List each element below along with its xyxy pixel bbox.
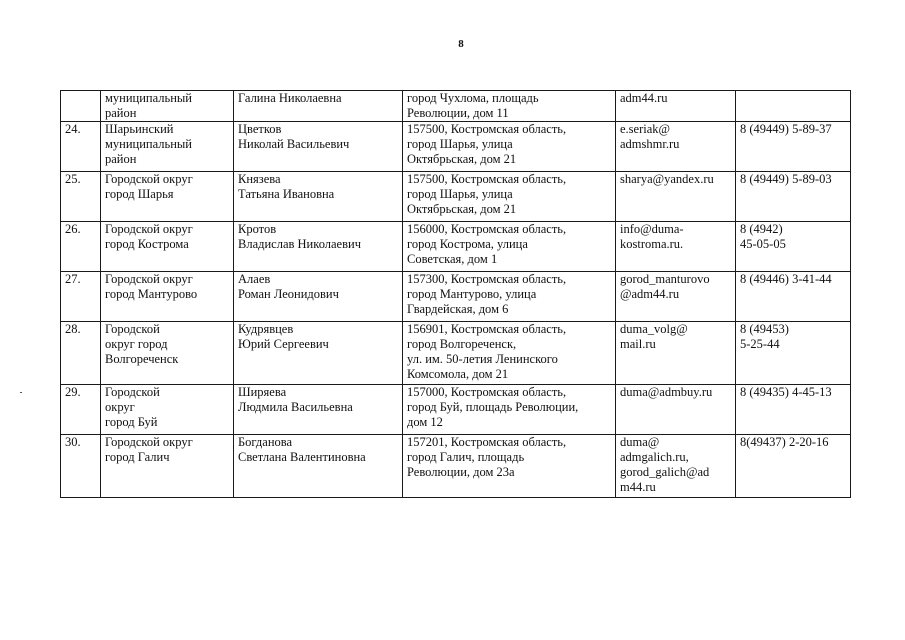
address-line: город Чухлома, площадь [407,91,539,105]
region-line: муниципальный [105,137,192,151]
table-row [61,91,851,122]
phone-line: 8 (4942) [740,222,783,236]
phone-line: 8(49437) 2-20-16 [740,435,829,449]
region-line: город Кострома [105,237,189,251]
email-line: mail.ru [620,337,656,351]
row-number: 29. [65,385,81,399]
region-line: Городской округ [105,222,193,236]
region-line: город Буй [105,415,158,429]
phone-line: 5-25-44 [740,337,780,351]
row-number-cell [61,322,101,385]
email-line: sharya@yandex.ru [620,172,714,186]
region-line: Шарьинский [105,122,174,136]
phone-cell [736,435,851,498]
address-line: город Кострома, улица [407,237,528,251]
email-line: m44.ru [620,480,656,494]
address-line: 157000, Костромская область, [407,385,567,399]
table-row [61,322,851,385]
head-cell [234,222,403,272]
region-line: Волгореченск [105,352,179,366]
municipalities-table [60,90,851,498]
table-row [61,172,851,222]
email-line: kostroma.ru. [620,237,684,251]
table-row [61,435,851,498]
head-cell [234,122,403,172]
address-line: Гвардейская, дом 6 [407,302,509,316]
email-line: e.seriak@ [620,122,671,136]
row-number-cell [61,122,101,172]
region-cell [101,122,234,172]
head-line: Ширяева [238,385,287,399]
row-number: 27. [65,272,81,286]
email-cell [616,272,736,322]
head-line: Юрий Сергеевич [238,337,329,351]
address-cell [403,222,616,272]
region-line: Городской округ [105,435,193,449]
address-cell [403,91,616,122]
address-line: город Волгореченск, [407,337,517,351]
email-cell [616,385,736,435]
head-line: Татьяна Ивановна [238,187,335,201]
email-line: admgalich.ru, [620,450,689,464]
address-line: 157300, Костромская область, [407,272,567,286]
address-line: 156901, Костромская область, [407,322,567,336]
head-line: Алаев [238,272,271,286]
address-cell [403,435,616,498]
address-line: Комсомола, дом 21 [407,367,509,381]
region-line: город Галич [105,450,170,464]
region-line: город Шарья [105,187,174,201]
email-line: @adm44.ru [620,287,680,301]
region-line: округ город [105,337,168,351]
head-line: Цветков [238,122,282,136]
head-cell [234,172,403,222]
region-cell [101,322,234,385]
region-cell [101,172,234,222]
address-line: город Шарья, улица [407,187,513,201]
phone-cell [736,172,851,222]
address-line: ул. им. 50-летия Ленинского [407,352,558,366]
region-line: город Мантурово [105,287,198,301]
row-number: 28. [65,322,81,336]
phone-cell [736,222,851,272]
table-row [61,272,851,322]
head-line: Богданова [238,435,293,449]
phone-line: 8 (49453) [740,322,789,336]
phone-line: 45-05-05 [740,237,786,251]
head-line: Владислав Николаевич [238,237,361,251]
phone-line: 8 (49446) 3-41-44 [740,272,832,286]
email-cell [616,222,736,272]
row-number-cell [61,272,101,322]
head-cell [234,385,403,435]
phone-cell [736,322,851,385]
email-line: info@duma- [620,222,684,236]
region-cell [101,222,234,272]
row-number-cell [61,385,101,435]
address-line: 157201, Костромская область, [407,435,567,449]
region-line: район [105,106,137,120]
head-cell [234,435,403,498]
email-line: adm44.ru [620,91,668,105]
address-line: город Буй, площадь Революции, [407,400,579,414]
row-number-cell [61,222,101,272]
email-line: duma@admbuy.ru [620,385,713,399]
row-number: 30. [65,435,81,449]
row-number-cell [61,91,101,122]
region-line: муниципальный [105,91,192,105]
address-line: город Мантурово, улица [407,287,537,301]
phone-cell [736,385,851,435]
phone-cell [736,122,851,172]
table-row [61,222,851,272]
head-line: Светлана Валентиновна [238,450,366,464]
head-cell [234,322,403,385]
region-line: Городской [105,385,160,399]
region-cell [101,91,234,122]
address-cell [403,172,616,222]
address-line: Октябрьская, дом 21 [407,202,517,216]
address-line: Советская, дом 1 [407,252,498,266]
region-line: район [105,152,137,166]
row-number-cell [61,435,101,498]
email-line: admshmr.ru [620,137,680,151]
table-row [61,385,851,435]
phone-cell [736,91,851,122]
address-line: 156000, Костромская область, [407,222,567,236]
email-cell [616,322,736,385]
phone-line: 8 (49449) 5-89-37 [740,122,832,136]
address-cell [403,385,616,435]
head-line: Князева [238,172,281,186]
head-line: Кудрявцев [238,322,294,336]
address-line: 157500, Костромская область, [407,122,567,136]
email-cell [616,91,736,122]
head-line: Галина Николаевна [238,91,342,105]
page-number: 8 [458,38,464,50]
phone-line: 8 (49435) 4-45-13 [740,385,832,399]
row-number-cell [61,172,101,222]
email-cell [616,172,736,222]
head-line: Кротов [238,222,277,236]
region-line: округ [105,400,135,414]
row-number: 26. [65,222,81,236]
head-cell [234,91,403,122]
phone-cell [736,272,851,322]
address-cell [403,122,616,172]
email-cell [616,435,736,498]
address-cell [403,272,616,322]
address-line: Революции, дом 11 [407,106,509,120]
region-line: Городской округ [105,272,193,286]
region-line: Городской [105,322,160,336]
row-number: 24. [65,122,81,136]
email-line: gorod_manturovo [620,272,710,286]
region-cell [101,435,234,498]
region-line: Городской округ [105,172,193,186]
address-line: дом 12 [407,415,443,429]
address-cell [403,322,616,385]
table-body [61,91,851,498]
head-line: Николай Васильевич [238,137,350,151]
row-number: 25. [65,172,81,186]
address-line: Октябрьская, дом 21 [407,152,517,166]
region-cell [101,385,234,435]
head-cell [234,272,403,322]
email-line: duma_volg@ [620,322,688,336]
region-cell [101,272,234,322]
scan-margin-mark [20,392,22,393]
address-line: 157500, Костромская область, [407,172,567,186]
table-row [61,122,851,172]
email-line: duma@ [620,435,660,449]
phone-line: 8 (49449) 5-89-03 [740,172,832,186]
address-line: город Галич, площадь [407,450,525,464]
email-cell [616,122,736,172]
address-line: город Шарья, улица [407,137,513,151]
address-line: Революции, дом 23а [407,465,515,479]
head-line: Роман Леонидович [238,287,339,301]
email-line: gorod_galich@ad [620,465,710,479]
head-line: Людмила Васильевна [238,400,353,414]
